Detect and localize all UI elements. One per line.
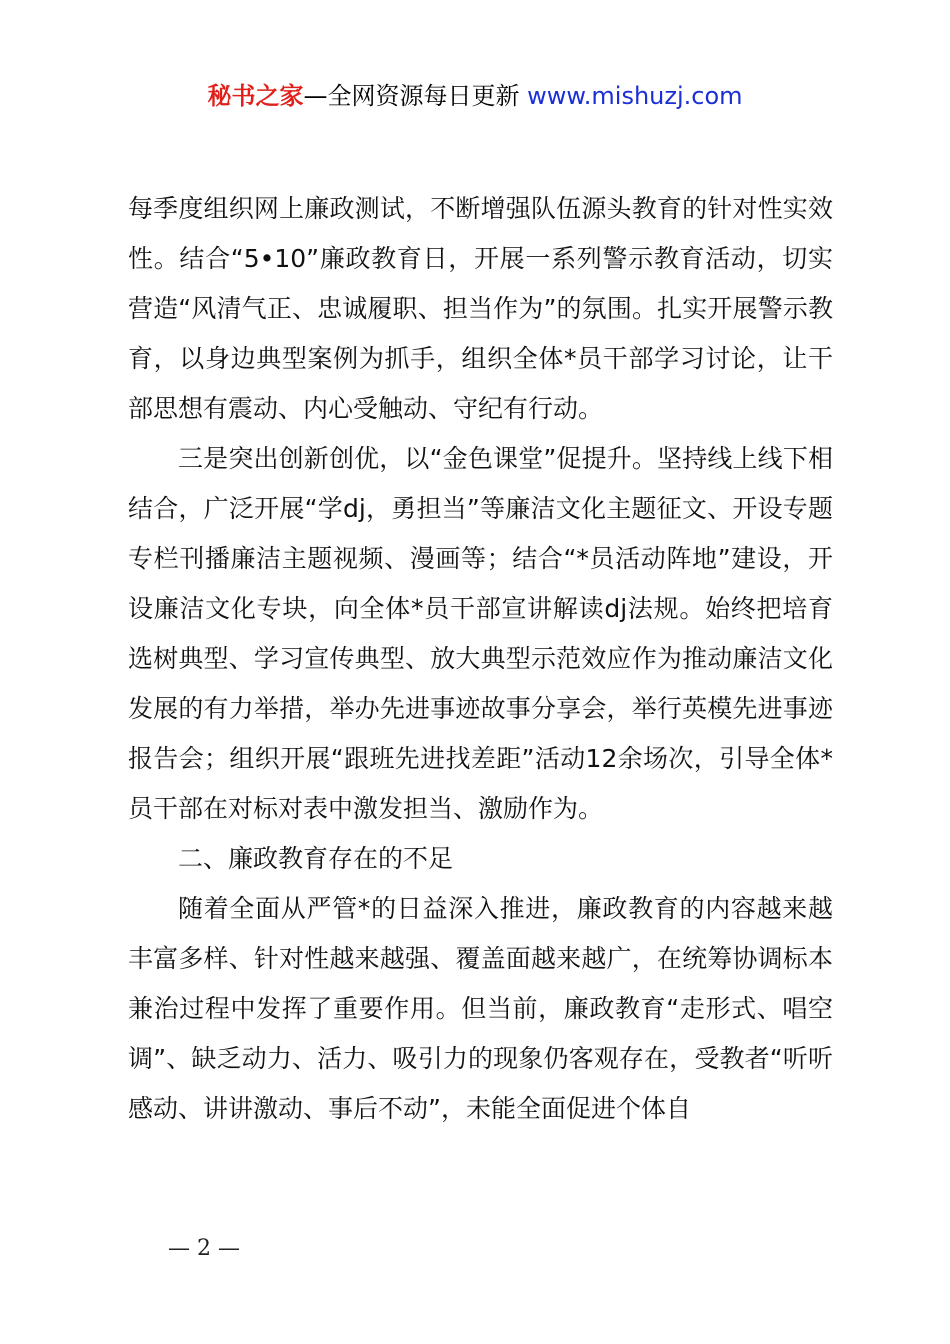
paragraph-innovation: 三是突出创新创优，以“金色课堂”促提升。坚持线上线下相结合，广泛开展“学dj，勇担当”等廉洁文化主题征文、开设专题专栏刊播廉洁主题视频、漫画等；结合“*员活动阵地”建设，开设廉洁文化专块，向全体*员干部宣讲解读dj法规。始终把培育选树典型、学习宣传典型、放大典型示范效应作为推动廉洁文化发展的有力举措，举办先进事迹故事分享会，举行英模先进事迹报告会；组织开展“跟班先进找差距”活动12余场次，引导全体*员干部在对标对表中激发担当、激励作为。	[128, 444, 833, 823]
site-header	[0, 80, 950, 112]
document-body	[128, 184, 833, 1134]
site-url-link[interactable]: www.mishuzj.com	[527, 82, 743, 110]
section-heading: 二、廉政教育存在的不足	[178, 844, 454, 873]
paragraph-shortcomings: 随着全面从严管*的日益深入推进，廉政教育的内容越来越丰富多样、针对性越来越强、覆盖面越来越广，在统筹协调标本兼治过程中发挥了重要作用。但当前，廉政教育“走形式、唱空调”、缺乏动力、活力、吸引力的现象仍客观存在，受教者“听听感动、讲讲激动、事后不动”，未能全面促进个体自	[128, 894, 833, 1123]
brand-name: 秘书之家	[207, 82, 304, 110]
page-number: — 2 —	[168, 1236, 240, 1261]
paragraph-continued: 每季度组织网上廉政测试，不断增强队伍源头教育的针对性实效性。结合“5•10”廉政教育日，开展一系列警示教育活动，切实营造“风清气正、忠诚履职、担当作为”的氛围。扎实开展警示教育，以身边典型案例为抓手，组织全体*员干部学习讨论，让干部思想有震动、内心受触动、守纪有行动。	[128, 194, 833, 423]
header-tagline: —全网资源每日更新	[303, 82, 520, 110]
